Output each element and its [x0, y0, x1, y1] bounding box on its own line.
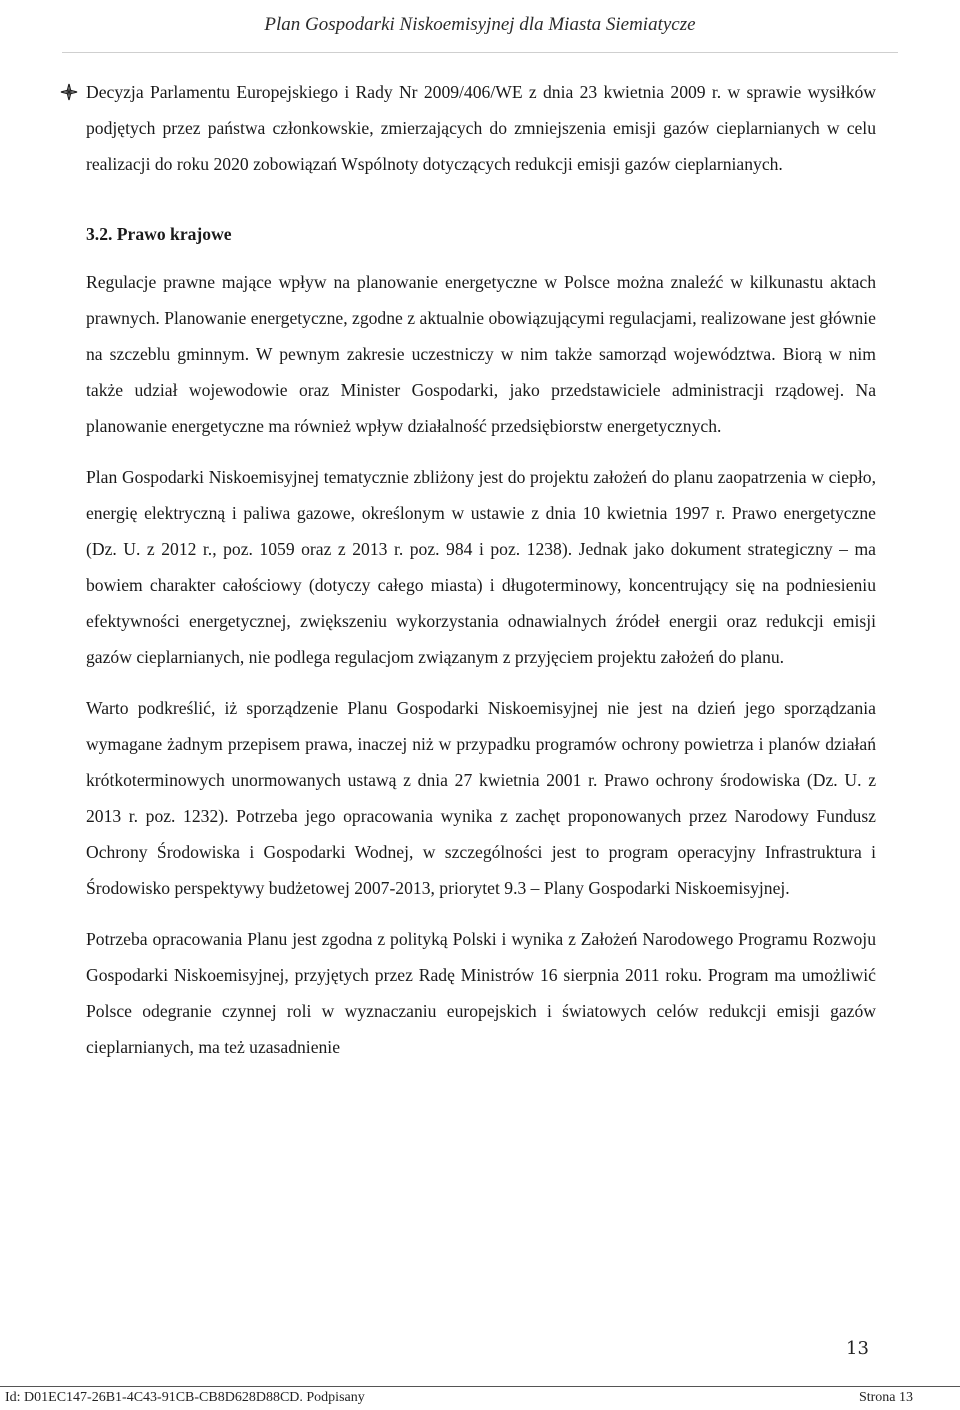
- bullet-item: [86, 74, 876, 182]
- section-heading: 3.2. Prawo krajowe: [86, 224, 232, 244]
- bullet-text: Decyzja Parlamentu Europejskiego i Rady Nr 2009/406/WE z dnia 23 kwietnia 2009 r. w sprawie wysiłków podjętych przez państwa członkowskie, zmierzających do zmniejszenia emisji gazów cieplarnianych w celu realizacji do roku 2020 zobowiązań Wspólnoty dotyczących redukcji emisji gazów cieplarnianych.: [86, 82, 876, 174]
- page-header-title: Plan Gospodarki Niskoemisyjnej dla Miasta Siemiatycze: [264, 14, 696, 35]
- paragraph-3: Warto podkreślić, iż sporządzenie Planu Gospodarki Niskoemisyjnej nie jest na dzień jego sporządzania wymagane żadnym przepisem prawa, inaczej niż w przypadku programów ochrony powietrza i planów działań krótkoterminowych unormowanych ustawą z dnia 27 kwietnia 2001 r. Prawo ochrony środowiska (Dz. U. z 2013 r. poz. 1232). Potrzeba jego opracowania wynika z zachęt proponowanych przez Narodowy Fundusz Ochrony Środowiska i Gospodarki Wodnej, w szczególności jest to program operacyjny Infrastruktura i Środowisko perspektywy budżetowej 2007-2013, priorytet 9.3 – Plany Gospodarki Niskoemisyjnej.: [86, 698, 876, 898]
- document-body: [86, 74, 876, 1065]
- header-divider: [62, 52, 898, 53]
- paragraph-1: Regulacje prawne mające wpływ na planowanie energetyczne w Polsce można znaleźć w kilkunastu aktach prawnych. Planowanie energetyczne, zgodne z aktualnie obowiązującymi regulacjami, realizowane jest głównie na szczeblu gminnym. W pewnym zakresie uczestniczy w nim także samorząd województwa. Biorą w nim także udział wojewodowie oraz Minister Gospodarki, jako przedstawiciele administracji rządowej. Na planowanie energetyczne ma również wpływ działalność przedsiębiorstw energetycznych.: [86, 272, 876, 436]
- page-number: 13: [846, 1338, 869, 1359]
- diamond-bullet-icon: [60, 83, 78, 101]
- paragraph-2: Plan Gospodarki Niskoemisyjnej tematycznie zbliżony jest do projektu założeń do planu zaopatrzenia w ciepło, energię elektryczną i paliwa gazowe, określonym w ustawie z dnia 10 kwietnia 1997 r. Prawo energetyczne (Dz. U. z 2012 r., poz. 1059 oraz z 2013 r. poz. 984 i poz. 1238). Jednak jako dokument strategiczny – ma bowiem charakter całościowy (dotyczy całego miasta) i długoterminowy, koncentrujący się na podniesieniu efektywności energetycznej, zwiększeniu wykorzystania odnawialnych źródeł energii oraz redukcji emisji gazów cieplarnianych, nie podlega regulacjom związanym z przyjęciem projektu założeń do planu.: [86, 467, 876, 667]
- paragraph-4: Potrzeba opracowania Planu jest zgodna z polityką Polski i wynika z Założeń Narodowego Programu Rozwoju Gospodarki Niskoemisyjnej, przyjętych przez Radę Ministrów 16 sierpnia 2011 roku. Program ma umożliwić Polsce odegranie czynnej roli w wyznaczaniu europejskich i światowych celów redukcji emisji gazów cieplarnianych, ma też uzasadnienie: [86, 929, 876, 1057]
- footer-page-label: Strona 13: [858, 1390, 913, 1405]
- footer-divider: [0, 1386, 960, 1387]
- footer-document-id: Id: D01EC147-26B1-4C43-91CB-CB8D628D88CD. Podpisany: [5, 1390, 365, 1405]
